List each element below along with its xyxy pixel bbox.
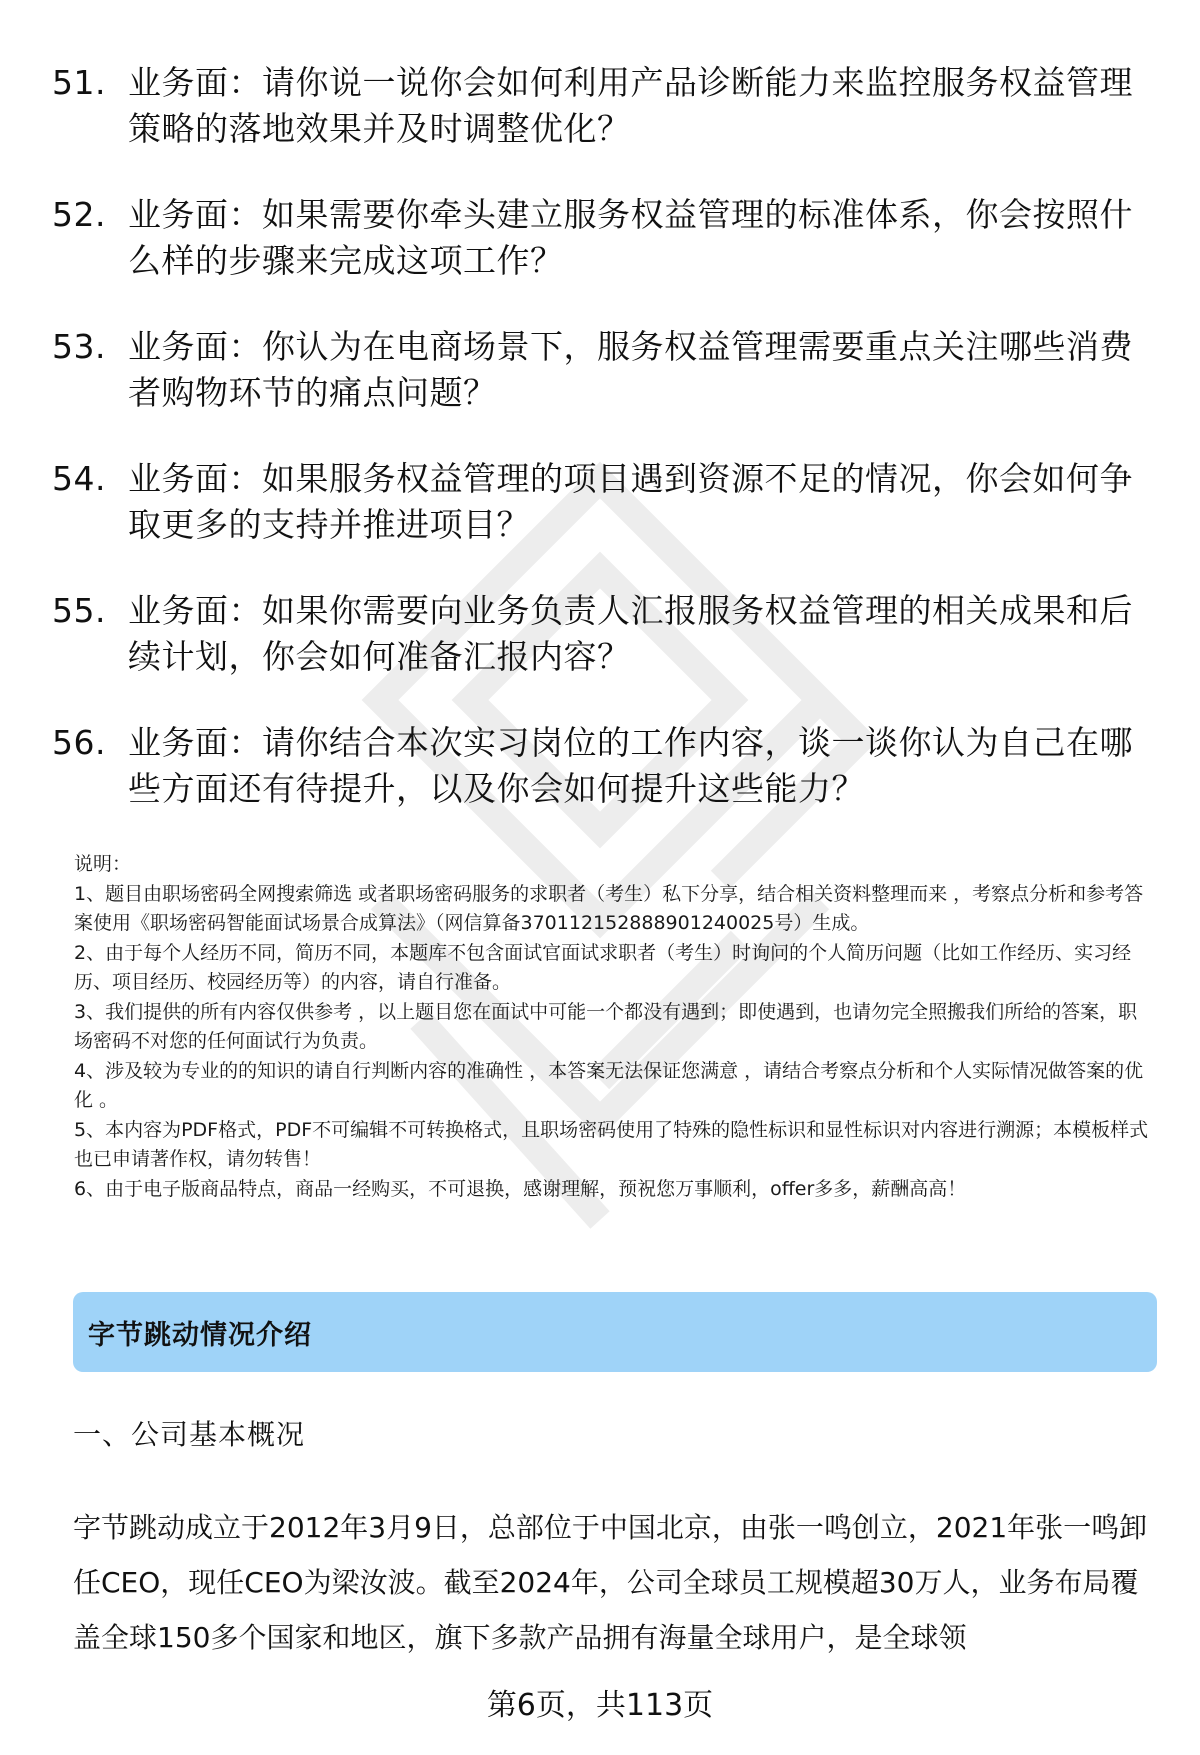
question-category: 业务面：	[128, 195, 262, 234]
subsection-title: 一、公司基本概况	[73, 1418, 306, 1451]
question-category: 业务面：	[128, 63, 262, 102]
question-number: 56.	[52, 723, 106, 762]
disclaimer-notes	[74, 850, 1154, 1204]
question-item-55	[52, 588, 1152, 680]
note-item: 2、由于每个人经历不同，简历不同，本题库不包含面试官面试求职者（考生）时询问的个人简历问题（比如工作经历、实习经历、项目经历、校园经历等）的内容，请自行准备。	[74, 941, 1132, 993]
question-category: 业务面：	[128, 459, 262, 498]
question-category: 业务面：	[128, 723, 262, 762]
question-item-51	[52, 60, 1152, 152]
question-number: 51.	[52, 63, 106, 102]
question-list	[52, 60, 1152, 852]
question-number: 52.	[52, 195, 106, 234]
note-item: 4、涉及较为专业的的知识的请自行判断内容的准确性 ，本答案无法保证您满意 ，请结合考察点分析和个人实际情况做答案的优化 。	[74, 1059, 1144, 1111]
notes-title: 说明：	[74, 853, 132, 875]
question-item-56	[52, 720, 1152, 812]
question-number: 54.	[52, 459, 106, 498]
question-text: 你认为在电商场景下，服务权益管理需要重点关注哪些消费者购物环节的痛点问题？	[128, 327, 1133, 412]
question-text: 请你结合本次实习岗位的工作内容，谈一谈你认为自己在哪些方面还有待提升，以及你会如何提升这些能力？	[128, 723, 1133, 808]
question-text: 如果服务权益管理的项目遇到资源不足的情况，你会如何争取更多的支持并推进项目？	[128, 459, 1133, 544]
question-number: 55.	[52, 591, 106, 630]
section-banner-title: 字节跳动情况介绍	[88, 1319, 312, 1351]
question-text: 如果你需要向业务负责人汇报服务权益管理的相关成果和后续计划，你会如何准备汇报内容？	[128, 591, 1133, 676]
note-item: 6、由于电子版商品特点，商品一经购买，不可退换，感谢理解，预祝您万事顺利，offer多多，薪酬高高！	[74, 1177, 967, 1200]
question-item-53	[52, 324, 1152, 416]
question-item-52	[52, 192, 1152, 284]
question-category: 业务面：	[128, 591, 262, 630]
section-banner	[73, 1292, 1157, 1372]
question-text: 请你说一说你会如何利用产品诊断能力来监控服务权益管理策略的落地效果并及时调整优化？	[128, 63, 1133, 148]
note-item: 1、题目由职场密码全网搜索筛选 或者职场密码服务的求职者（考生）私下分享，结合相关资料整理而来 ，考察点分析和参考答案使用《职场密码智能面试场景合成算法》（网信算备370112152888901240025号）生成。	[74, 882, 1144, 934]
note-item: 3、我们提供的所有内容仅供参考 ，以上题目您在面试中可能一个都没有遇到；即使遇到，也请勿完全照搬我们所给的答案，职场密码不对您的任何面试行为负责。	[74, 1000, 1138, 1052]
question-number: 53.	[52, 327, 106, 366]
question-item-54	[52, 456, 1152, 548]
note-item: 5、本内容为PDF格式，PDF不可编辑不可转换格式，且职场密码使用了特殊的隐性标识和显性标识对内容进行溯源；本模板样式也已申请著作权，请勿转售！	[74, 1118, 1149, 1170]
question-text: 如果需要你牵头建立服务权益管理的标准体系，你会按照什么样的步骤来完成这项工作？	[128, 195, 1133, 280]
company-overview-paragraph: 字节跳动成立于2012年3月9日，总部位于中国北京，由张一鸣创立，2021年张一鸣卸任CEO，现任CEO为梁汝波。截至2024年，公司全球员工规模超30万人，业务布局覆盖全球150多个国家和地区，旗下多款产品拥有海量全球用户，是全球领	[73, 1511, 1148, 1654]
question-category: 业务面：	[128, 327, 262, 366]
page-number: 第6页，共113页	[486, 1688, 714, 1723]
